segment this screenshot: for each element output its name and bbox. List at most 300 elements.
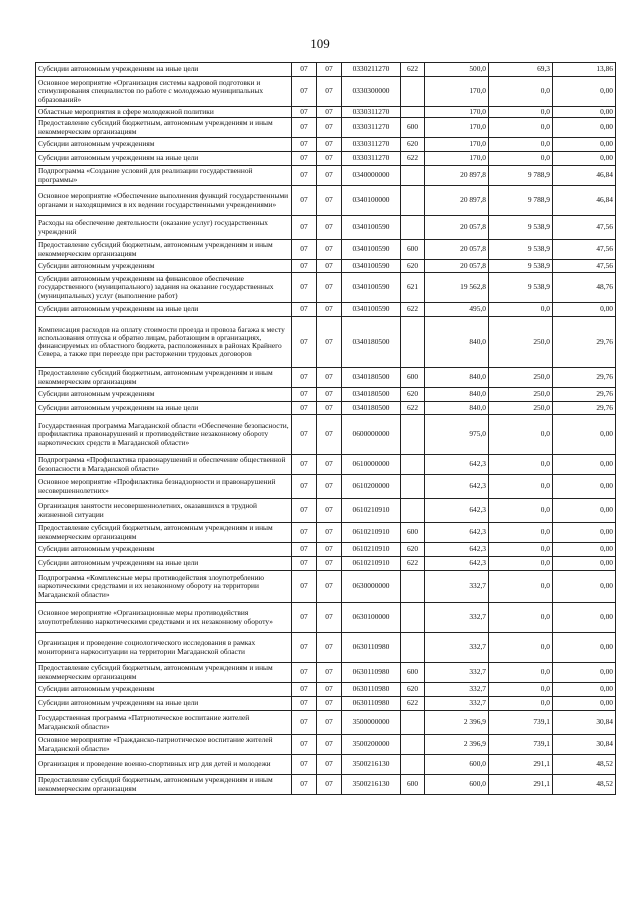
executed-amount-cell: 9 788,9	[489, 166, 553, 186]
subsection-cell: 07	[317, 415, 342, 455]
percent-cell: 0,00	[553, 557, 616, 571]
subsection-cell: 07	[317, 735, 342, 755]
percent-cell: 29,76	[553, 402, 616, 415]
target-code-cell: 0610210910	[342, 499, 401, 523]
section-cell: 07	[292, 557, 317, 571]
target-code-cell: 0330311270	[342, 138, 401, 152]
percent-cell: 0,00	[553, 571, 616, 603]
expense-type-cell: 620	[401, 138, 425, 152]
executed-amount-cell: 0,0	[489, 543, 553, 557]
expense-type-cell: 600	[401, 118, 425, 138]
subsection-cell: 07	[317, 63, 342, 77]
percent-cell: 47,56	[553, 216, 616, 240]
expense-type-cell: 620	[401, 683, 425, 697]
executed-amount-cell: 0,0	[489, 107, 553, 118]
target-code-cell: 0340100590	[342, 216, 401, 240]
plan-amount-cell: 170,0	[425, 152, 489, 166]
row-name-cell: Предоставление субсидий бюджетным, автономным учреждениям и иным некоммерческим организациям	[36, 368, 292, 388]
row-name-cell: Субсидии автономным учреждениям на иные цели	[36, 303, 292, 317]
table-body	[36, 63, 616, 795]
table-row	[36, 118, 616, 138]
subsection-cell: 07	[317, 543, 342, 557]
expense-type-cell: 621	[401, 273, 425, 303]
expense-type-cell: 622	[401, 303, 425, 317]
plan-amount-cell: 170,0	[425, 77, 489, 107]
table-row	[36, 571, 616, 603]
table-row	[36, 735, 616, 755]
percent-cell: 0,00	[553, 152, 616, 166]
table-row	[36, 303, 616, 317]
subsection-cell: 07	[317, 603, 342, 633]
row-name-cell: Субсидии автономным учреждениям на иные цели	[36, 557, 292, 571]
row-name-cell: Подпрограмма «Профилактика правонарушений и обеспечение общественной безопасности в Магаданской области»	[36, 455, 292, 475]
section-cell: 07	[292, 697, 317, 711]
percent-cell: 0,00	[553, 603, 616, 633]
section-cell: 07	[292, 683, 317, 697]
section-cell: 07	[292, 663, 317, 683]
section-cell: 07	[292, 166, 317, 186]
row-name-cell: Предоставление субсидий бюджетным, автономным учреждениям и иным некоммерческим организациям	[36, 523, 292, 543]
subsection-cell: 07	[317, 118, 342, 138]
subsection-cell: 07	[317, 475, 342, 499]
section-cell: 07	[292, 755, 317, 775]
subsection-cell: 07	[317, 303, 342, 317]
executed-amount-cell: 0,0	[489, 152, 553, 166]
target-code-cell: 0330311270	[342, 118, 401, 138]
executed-amount-cell: 0,0	[489, 455, 553, 475]
section-cell: 07	[292, 523, 317, 543]
target-code-cell: 0340180500	[342, 402, 401, 415]
row-name-cell: Субсидии автономным учреждениям	[36, 543, 292, 557]
row-name-cell: Расходы на обеспечение деятельности (оказание услуг) государственных учреждений	[36, 216, 292, 240]
table-row	[36, 475, 616, 499]
table-row	[36, 388, 616, 402]
subsection-cell: 07	[317, 557, 342, 571]
plan-amount-cell: 642,3	[425, 475, 489, 499]
executed-amount-cell: 250,0	[489, 317, 553, 368]
executed-amount-cell: 0,0	[489, 683, 553, 697]
expense-type-cell	[401, 475, 425, 499]
target-code-cell: 0330311270	[342, 152, 401, 166]
expense-type-cell: 600	[401, 775, 425, 795]
subsection-cell: 07	[317, 499, 342, 523]
plan-amount-cell: 20 897,8	[425, 166, 489, 186]
table-row	[36, 499, 616, 523]
row-name-cell: Предоставление субсидий бюджетным, автономным учреждениям и иным некоммерческим организациям	[36, 118, 292, 138]
executed-amount-cell: 0,0	[489, 697, 553, 711]
percent-cell: 48,76	[553, 273, 616, 303]
row-name-cell: Основное мероприятие «Профилактика безнадзорности и правонарушений несовершеннолетних»	[36, 475, 292, 499]
percent-cell: 30,84	[553, 711, 616, 735]
subsection-cell: 07	[317, 186, 342, 216]
row-name-cell: Предоставление субсидий бюджетным, автономным учреждениям и иным некоммерческим организациям	[36, 663, 292, 683]
percent-cell: 0,00	[553, 633, 616, 663]
target-code-cell: 0330311270	[342, 107, 401, 118]
expense-type-cell	[401, 166, 425, 186]
budget-table	[35, 62, 616, 795]
plan-amount-cell: 600,0	[425, 775, 489, 795]
percent-cell: 13,86	[553, 63, 616, 77]
executed-amount-cell: 0,0	[489, 633, 553, 663]
table-row	[36, 152, 616, 166]
plan-amount-cell: 20 057,8	[425, 216, 489, 240]
expense-type-cell	[401, 499, 425, 523]
subsection-cell: 07	[317, 388, 342, 402]
target-code-cell: 0340100000	[342, 186, 401, 216]
subsection-cell: 07	[317, 107, 342, 118]
target-code-cell: 0340100590	[342, 303, 401, 317]
executed-amount-cell: 0,0	[489, 499, 553, 523]
row-name-cell: Субсидии автономным учреждениям	[36, 138, 292, 152]
expense-type-cell	[401, 317, 425, 368]
section-cell: 07	[292, 368, 317, 388]
target-code-cell: 0630110980	[342, 663, 401, 683]
expense-type-cell: 600	[401, 663, 425, 683]
target-code-cell: 0330300000	[342, 77, 401, 107]
executed-amount-cell: 250,0	[489, 388, 553, 402]
row-name-cell: Организация и проведение социологического исследования в рамках мониторинга наркоситуации на территории Магаданской области	[36, 633, 292, 663]
percent-cell: 48,52	[553, 755, 616, 775]
row-name-cell: Компенсация расходов на оплату стоимости проезда и провоза багажа к месту использования отпуска и обратно лицам, работающим в организациях, финансируемых из областного бюджета, расположенных в районах Крайнего Севера, а также при переезде при расторжении трудовых договоров	[36, 317, 292, 368]
target-code-cell: 0340180500	[342, 317, 401, 368]
plan-amount-cell: 332,7	[425, 683, 489, 697]
percent-cell: 47,56	[553, 240, 616, 260]
table-row	[36, 368, 616, 388]
percent-cell: 0,00	[553, 475, 616, 499]
row-name-cell: Основное мероприятие «Организация системы кадровой подготовки и стимулирования специалистов по работе с молодежью муниципальных образований»	[36, 77, 292, 107]
subsection-cell: 07	[317, 683, 342, 697]
row-name-cell: Субсидии автономным учреждениям на иные цели	[36, 152, 292, 166]
plan-amount-cell: 2 396,9	[425, 711, 489, 735]
row-name-cell: Субсидии автономным учреждениям на иные цели	[36, 697, 292, 711]
section-cell: 07	[292, 77, 317, 107]
executed-amount-cell: 0,0	[489, 415, 553, 455]
executed-amount-cell: 0,0	[489, 77, 553, 107]
percent-cell: 0,00	[553, 697, 616, 711]
table-row	[36, 415, 616, 455]
target-code-cell: 0610210910	[342, 557, 401, 571]
table-row	[36, 402, 616, 415]
section-cell: 07	[292, 152, 317, 166]
target-code-cell: 0610200000	[342, 475, 401, 499]
percent-cell: 29,76	[553, 368, 616, 388]
plan-amount-cell: 170,0	[425, 118, 489, 138]
percent-cell: 48,52	[553, 775, 616, 795]
subsection-cell: 07	[317, 775, 342, 795]
table-row	[36, 697, 616, 711]
executed-amount-cell: 0,0	[489, 303, 553, 317]
row-name-cell: Областные мероприятия в сфере молодежной политики	[36, 107, 292, 118]
percent-cell: 0,00	[553, 523, 616, 543]
row-name-cell: Субсидии автономным учреждениям	[36, 683, 292, 697]
percent-cell: 46,84	[553, 186, 616, 216]
section-cell: 07	[292, 475, 317, 499]
table-row	[36, 711, 616, 735]
table-row	[36, 77, 616, 107]
subsection-cell: 07	[317, 402, 342, 415]
percent-cell: 0,00	[553, 663, 616, 683]
executed-amount-cell: 69,3	[489, 63, 553, 77]
percent-cell: 0,00	[553, 118, 616, 138]
executed-amount-cell: 291,1	[489, 775, 553, 795]
table-row	[36, 755, 616, 775]
table-row	[36, 240, 616, 260]
row-name-cell: Организация занятости несовершеннолетних, оказавшихся в трудной жизненной ситуации	[36, 499, 292, 523]
expense-type-cell	[401, 603, 425, 633]
percent-cell: 0,00	[553, 415, 616, 455]
plan-amount-cell: 500,0	[425, 63, 489, 77]
target-code-cell: 0330211270	[342, 63, 401, 77]
percent-cell: 46,84	[553, 166, 616, 186]
plan-amount-cell: 642,3	[425, 499, 489, 523]
plan-amount-cell: 840,0	[425, 317, 489, 368]
section-cell: 07	[292, 303, 317, 317]
target-code-cell: 0340100590	[342, 240, 401, 260]
section-cell: 07	[292, 107, 317, 118]
expense-type-cell: 622	[401, 152, 425, 166]
section-cell: 07	[292, 260, 317, 273]
subsection-cell: 07	[317, 571, 342, 603]
executed-amount-cell: 9 538,9	[489, 260, 553, 273]
percent-cell: 0,00	[553, 77, 616, 107]
table-row	[36, 166, 616, 186]
target-code-cell: 0340180500	[342, 368, 401, 388]
expense-type-cell	[401, 633, 425, 663]
subsection-cell: 07	[317, 455, 342, 475]
expense-type-cell	[401, 711, 425, 735]
plan-amount-cell: 332,7	[425, 603, 489, 633]
subsection-cell: 07	[317, 317, 342, 368]
target-code-cell: 0610210910	[342, 543, 401, 557]
executed-amount-cell: 9 538,9	[489, 273, 553, 303]
expense-type-cell	[401, 415, 425, 455]
percent-cell: 0,00	[553, 543, 616, 557]
expense-type-cell	[401, 77, 425, 107]
section-cell: 07	[292, 63, 317, 77]
target-code-cell: 0630100000	[342, 603, 401, 633]
executed-amount-cell: 250,0	[489, 368, 553, 388]
section-cell: 07	[292, 138, 317, 152]
section-cell: 07	[292, 317, 317, 368]
executed-amount-cell: 0,0	[489, 118, 553, 138]
subsection-cell: 07	[317, 663, 342, 683]
executed-amount-cell: 9 538,9	[489, 216, 553, 240]
target-code-cell: 0630110980	[342, 697, 401, 711]
plan-amount-cell: 170,0	[425, 107, 489, 118]
target-code-cell: 3500200000	[342, 735, 401, 755]
row-name-cell: Подпрограмма «Создание условий для реализации государственной программы»	[36, 166, 292, 186]
percent-cell: 29,76	[553, 317, 616, 368]
expense-type-cell: 600	[401, 368, 425, 388]
section-cell: 07	[292, 415, 317, 455]
expense-type-cell	[401, 216, 425, 240]
expense-type-cell	[401, 107, 425, 118]
target-code-cell: 0340100590	[342, 273, 401, 303]
row-name-cell: Основное мероприятие «Обеспечение выполнения функций государственными органами и находящимися в их ведении государственными учреждениями»	[36, 186, 292, 216]
expense-type-cell: 620	[401, 543, 425, 557]
plan-amount-cell: 642,3	[425, 557, 489, 571]
table-row	[36, 663, 616, 683]
row-name-cell: Субсидии автономным учреждениям	[36, 260, 292, 273]
row-name-cell: Подпрограмма «Комплексные меры противодействия злоупотреблению наркотическими средствами и их незаконному обороту на территории Магаданской области»	[36, 571, 292, 603]
section-cell: 07	[292, 455, 317, 475]
target-code-cell: 3500216130	[342, 755, 401, 775]
section-cell: 07	[292, 402, 317, 415]
section-cell: 07	[292, 543, 317, 557]
expense-type-cell	[401, 735, 425, 755]
plan-amount-cell: 975,0	[425, 415, 489, 455]
executed-amount-cell: 0,0	[489, 475, 553, 499]
subsection-cell: 07	[317, 273, 342, 303]
table-row	[36, 543, 616, 557]
executed-amount-cell: 739,1	[489, 711, 553, 735]
executed-amount-cell: 9 788,9	[489, 186, 553, 216]
row-name-cell: Государственная программа Магаданской области «Обеспечение безопасности, профилактика правонарушений и противодействие незаконному обороту наркотических средств в Магаданской области»	[36, 415, 292, 455]
executed-amount-cell: 0,0	[489, 571, 553, 603]
section-cell: 07	[292, 571, 317, 603]
plan-amount-cell: 19 562,8	[425, 273, 489, 303]
table-row	[36, 260, 616, 273]
plan-amount-cell: 332,7	[425, 663, 489, 683]
row-name-cell: Предоставление субсидий бюджетным, автономным учреждениям и иным некоммерческим организациям	[36, 240, 292, 260]
plan-amount-cell: 840,0	[425, 402, 489, 415]
target-code-cell: 0600000000	[342, 415, 401, 455]
expense-type-cell: 622	[401, 697, 425, 711]
table-row	[36, 775, 616, 795]
target-code-cell: 0610000000	[342, 455, 401, 475]
plan-amount-cell: 332,7	[425, 571, 489, 603]
expense-type-cell: 620	[401, 260, 425, 273]
subsection-cell: 07	[317, 711, 342, 735]
target-code-cell: 3500216130	[342, 775, 401, 795]
table-row	[36, 317, 616, 368]
percent-cell: 47,56	[553, 260, 616, 273]
expense-type-cell: 620	[401, 388, 425, 402]
percent-cell: 0,00	[553, 499, 616, 523]
expense-type-cell: 600	[401, 240, 425, 260]
subsection-cell: 07	[317, 138, 342, 152]
expense-type-cell	[401, 186, 425, 216]
table-row	[36, 603, 616, 633]
executed-amount-cell: 0,0	[489, 523, 553, 543]
plan-amount-cell: 642,3	[425, 455, 489, 475]
table-row	[36, 216, 616, 240]
executed-amount-cell: 739,1	[489, 735, 553, 755]
percent-cell: 0,00	[553, 138, 616, 152]
percent-cell: 0,00	[553, 107, 616, 118]
subsection-cell: 07	[317, 152, 342, 166]
section-cell: 07	[292, 388, 317, 402]
expense-type-cell	[401, 571, 425, 603]
target-code-cell: 0630110980	[342, 683, 401, 697]
section-cell: 07	[292, 118, 317, 138]
plan-amount-cell: 20 057,8	[425, 260, 489, 273]
plan-amount-cell: 20 057,8	[425, 240, 489, 260]
row-name-cell: Субсидии автономным учреждениям на иные цели	[36, 63, 292, 77]
plan-amount-cell: 600,0	[425, 755, 489, 775]
target-code-cell: 0340180500	[342, 388, 401, 402]
expense-type-cell	[401, 755, 425, 775]
expense-type-cell	[401, 455, 425, 475]
plan-amount-cell: 840,0	[425, 388, 489, 402]
percent-cell: 0,00	[553, 455, 616, 475]
expense-type-cell: 622	[401, 63, 425, 77]
percent-cell: 0,00	[553, 303, 616, 317]
table-row	[36, 273, 616, 303]
row-name-cell: Основное мероприятие «Организационные меры противодействия злоупотреблению наркотическими средствами и их незаконному обороту»	[36, 603, 292, 633]
executed-amount-cell: 250,0	[489, 402, 553, 415]
plan-amount-cell: 170,0	[425, 138, 489, 152]
executed-amount-cell: 0,0	[489, 557, 553, 571]
table-row	[36, 633, 616, 663]
executed-amount-cell: 0,0	[489, 138, 553, 152]
row-name-cell: Субсидии автономным учреждениям на иные цели	[36, 402, 292, 415]
section-cell: 07	[292, 735, 317, 755]
section-cell: 07	[292, 633, 317, 663]
table-row	[36, 138, 616, 152]
plan-amount-cell: 642,3	[425, 543, 489, 557]
expense-type-cell: 622	[401, 402, 425, 415]
target-code-cell: 3500000000	[342, 711, 401, 735]
expense-type-cell: 600	[401, 523, 425, 543]
table-row	[36, 186, 616, 216]
executed-amount-cell: 0,0	[489, 663, 553, 683]
section-cell: 07	[292, 603, 317, 633]
section-cell: 07	[292, 186, 317, 216]
percent-cell: 29,76	[553, 388, 616, 402]
plan-amount-cell: 840,0	[425, 368, 489, 388]
table-row	[36, 523, 616, 543]
plan-amount-cell: 20 897,8	[425, 186, 489, 216]
subsection-cell: 07	[317, 216, 342, 240]
plan-amount-cell: 642,3	[425, 523, 489, 543]
subsection-cell: 07	[317, 166, 342, 186]
target-code-cell: 0630110980	[342, 633, 401, 663]
expense-type-cell: 622	[401, 557, 425, 571]
section-cell: 07	[292, 711, 317, 735]
executed-amount-cell: 0,0	[489, 603, 553, 633]
row-name-cell: Предоставление субсидий бюджетным, автономным учреждениям и иным некоммерческим организациям	[36, 775, 292, 795]
row-name-cell: Основное мероприятие «Гражданско-патриотическое воспитание жителей Магаданской области»	[36, 735, 292, 755]
subsection-cell: 07	[317, 260, 342, 273]
subsection-cell: 07	[317, 240, 342, 260]
row-name-cell: Субсидии автономным учреждениям	[36, 388, 292, 402]
section-cell: 07	[292, 499, 317, 523]
section-cell: 07	[292, 240, 317, 260]
percent-cell: 0,00	[553, 683, 616, 697]
subsection-cell: 07	[317, 368, 342, 388]
plan-amount-cell: 495,0	[425, 303, 489, 317]
percent-cell: 30,84	[553, 735, 616, 755]
table-row	[36, 557, 616, 571]
target-code-cell: 0340100590	[342, 260, 401, 273]
executed-amount-cell: 291,1	[489, 755, 553, 775]
subsection-cell: 07	[317, 697, 342, 711]
row-name-cell: Организация и проведение военно-спортивных игр для детей и молодежи	[36, 755, 292, 775]
plan-amount-cell: 2 396,9	[425, 735, 489, 755]
plan-amount-cell: 332,7	[425, 633, 489, 663]
subsection-cell: 07	[317, 523, 342, 543]
table-row	[36, 683, 616, 697]
section-cell: 07	[292, 216, 317, 240]
section-cell: 07	[292, 273, 317, 303]
target-code-cell: 0340000000	[342, 166, 401, 186]
row-name-cell: Государственная программа «Патриотическое воспитание жителей Магаданской области»	[36, 711, 292, 735]
plan-amount-cell: 332,7	[425, 697, 489, 711]
target-code-cell: 0630000000	[342, 571, 401, 603]
subsection-cell: 07	[317, 633, 342, 663]
table-row	[36, 455, 616, 475]
